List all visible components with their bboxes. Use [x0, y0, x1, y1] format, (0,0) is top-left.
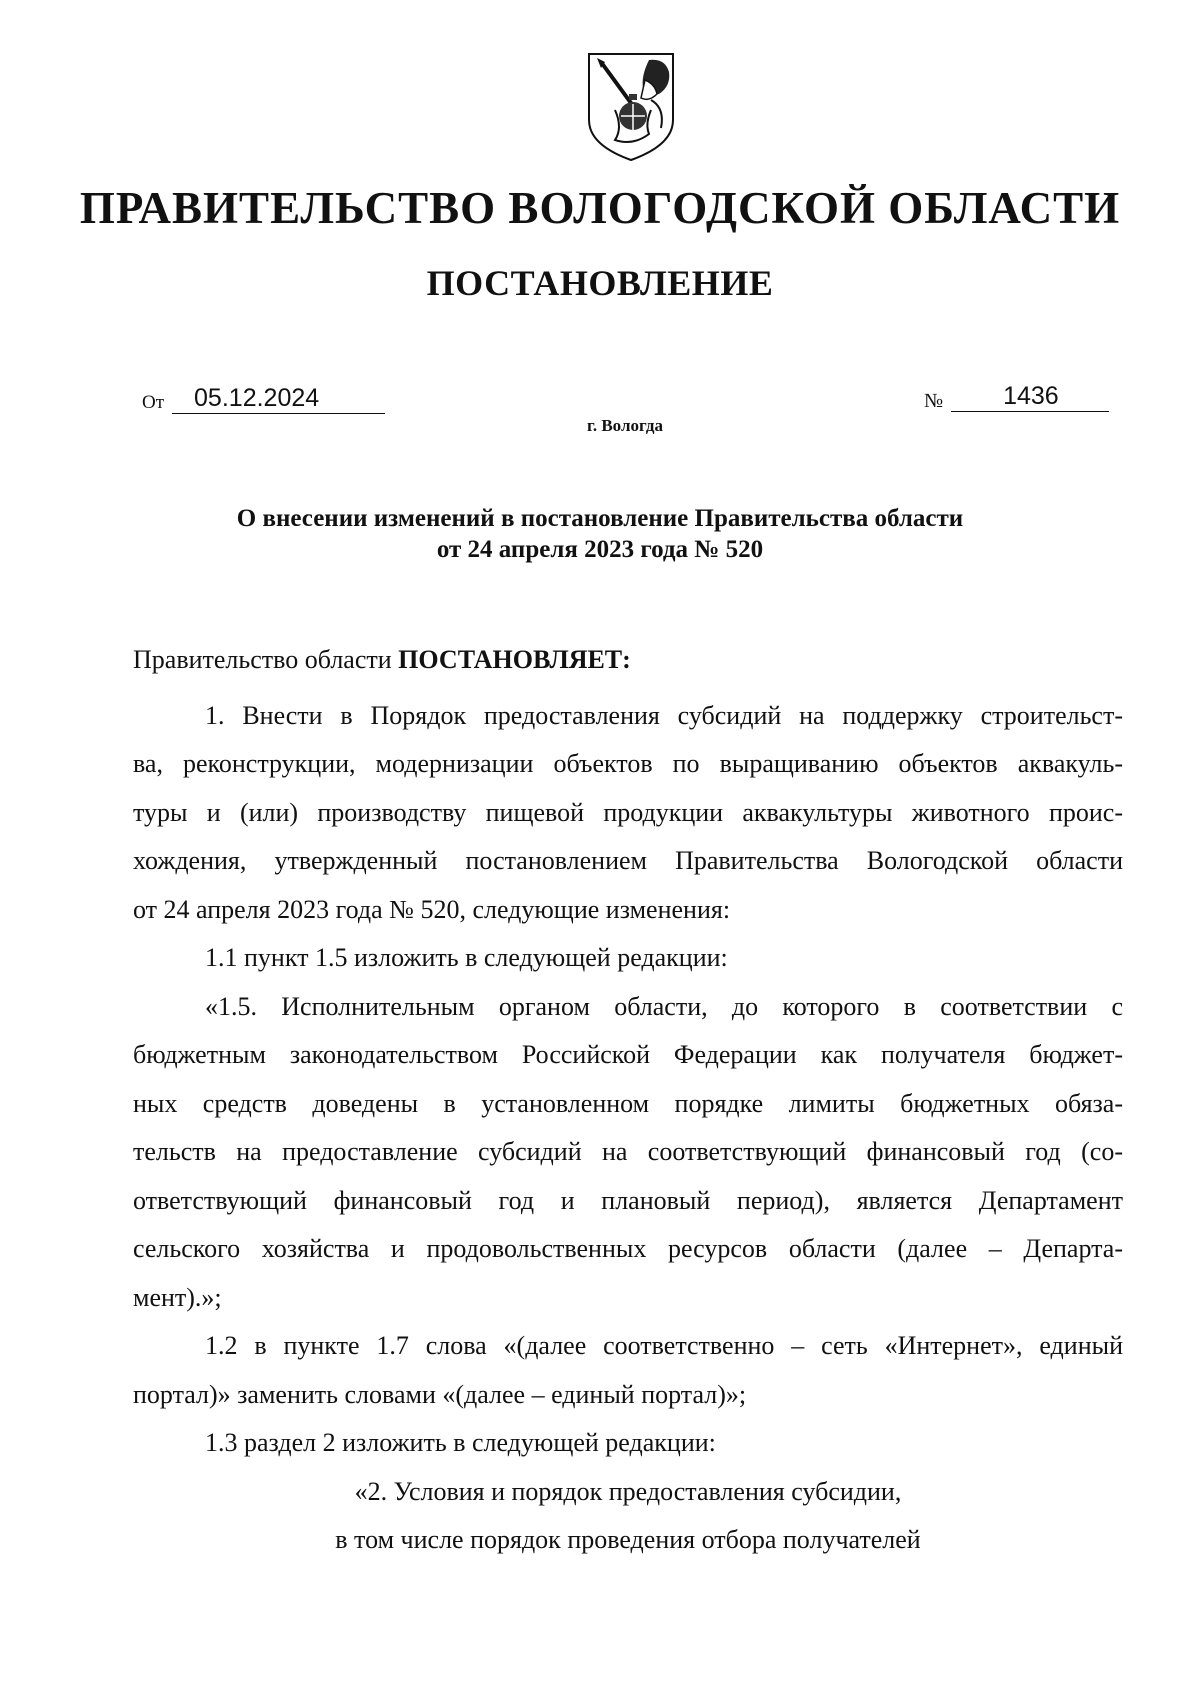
body-line: от 24 апреля 2023 года № 520, следующие изменения:: [133, 894, 731, 924]
preamble-decree-word: ПОСТАНОВЛЯЕТ:: [398, 645, 631, 674]
city-name: г. Вологда: [587, 416, 663, 435]
document-body: [133, 636, 1123, 1565]
body-line: 1. Внести в Порядок предоставления субсидий на поддержку строительст-: [205, 700, 1123, 730]
preamble-text: Правительство области: [133, 645, 399, 674]
subject-line: О внесении изменений в постановление Правительства области: [236, 505, 964, 532]
body-line: «1.5. Исполнительным органом области, до которого в соответствии с: [205, 991, 1123, 1021]
document-date-row: [142, 383, 385, 414]
document-subject: [0, 503, 1200, 565]
organization-title: ПРАВИТЕЛЬСТВО ВОЛОГОДСКОЙ ОБЛАСТИ: [79, 183, 1121, 233]
document-type: ПОСТАНОВЛЕНИЕ: [426, 263, 774, 303]
subject-line: от 24 апреля 2023 года № 520: [436, 536, 764, 563]
date-prefix: От: [142, 392, 165, 413]
preamble: [133, 636, 1123, 685]
body-line: сельского хозяйства и продовольственных ресурсов области (далее – Департа-: [133, 1234, 1123, 1263]
document-number-row: [924, 381, 1109, 412]
body-line: бюджетным законодательством Российской Федерации как получателя бюджет-: [133, 1040, 1123, 1069]
section-heading-line: в том числе порядок проведения отбора получателей: [335, 1525, 921, 1554]
body-line: 1.2 в пункте 1.7 слова «(далее соответственно – сеть «Интернет», единый: [205, 1331, 1123, 1360]
vologda-coat-of-arms-icon: [585, 50, 677, 165]
body-line: 1.3 раздел 2 изложить в следующей редакции:: [205, 1428, 716, 1457]
document-number: 1436: [951, 381, 1109, 412]
body-line: тельств на предоставление субсидий на соответствующий финансовый год (со-: [133, 1137, 1123, 1166]
body-line: мент).»;: [133, 1282, 222, 1312]
body-line: портал)» заменить словами «(далее – единый портал)»;: [133, 1379, 747, 1409]
section-heading-line: «2. Условия и порядок предоставления субсидии,: [354, 1476, 902, 1506]
body-line: ответствующий финансовый год и плановый период), является Департамент: [133, 1185, 1123, 1215]
document-date: 05.12.2024: [172, 383, 385, 414]
body-line: ва, реконструкции, модернизации объектов по выращиванию объектов аквакуль-: [133, 749, 1123, 778]
body-line: 1.1 пункт 1.5 изложить в следующей редакции:: [205, 943, 728, 972]
body-line: ных средств доведены в установленном порядке лимиты бюджетных обяза-: [133, 1088, 1123, 1118]
body-line: хождения, утвержденный постановлением Правительства Вологодской области: [133, 846, 1123, 875]
number-prefix: №: [924, 390, 944, 412]
body-line: туры и (или) производству пищевой продукции аквакультуры животного проис-: [133, 797, 1123, 827]
